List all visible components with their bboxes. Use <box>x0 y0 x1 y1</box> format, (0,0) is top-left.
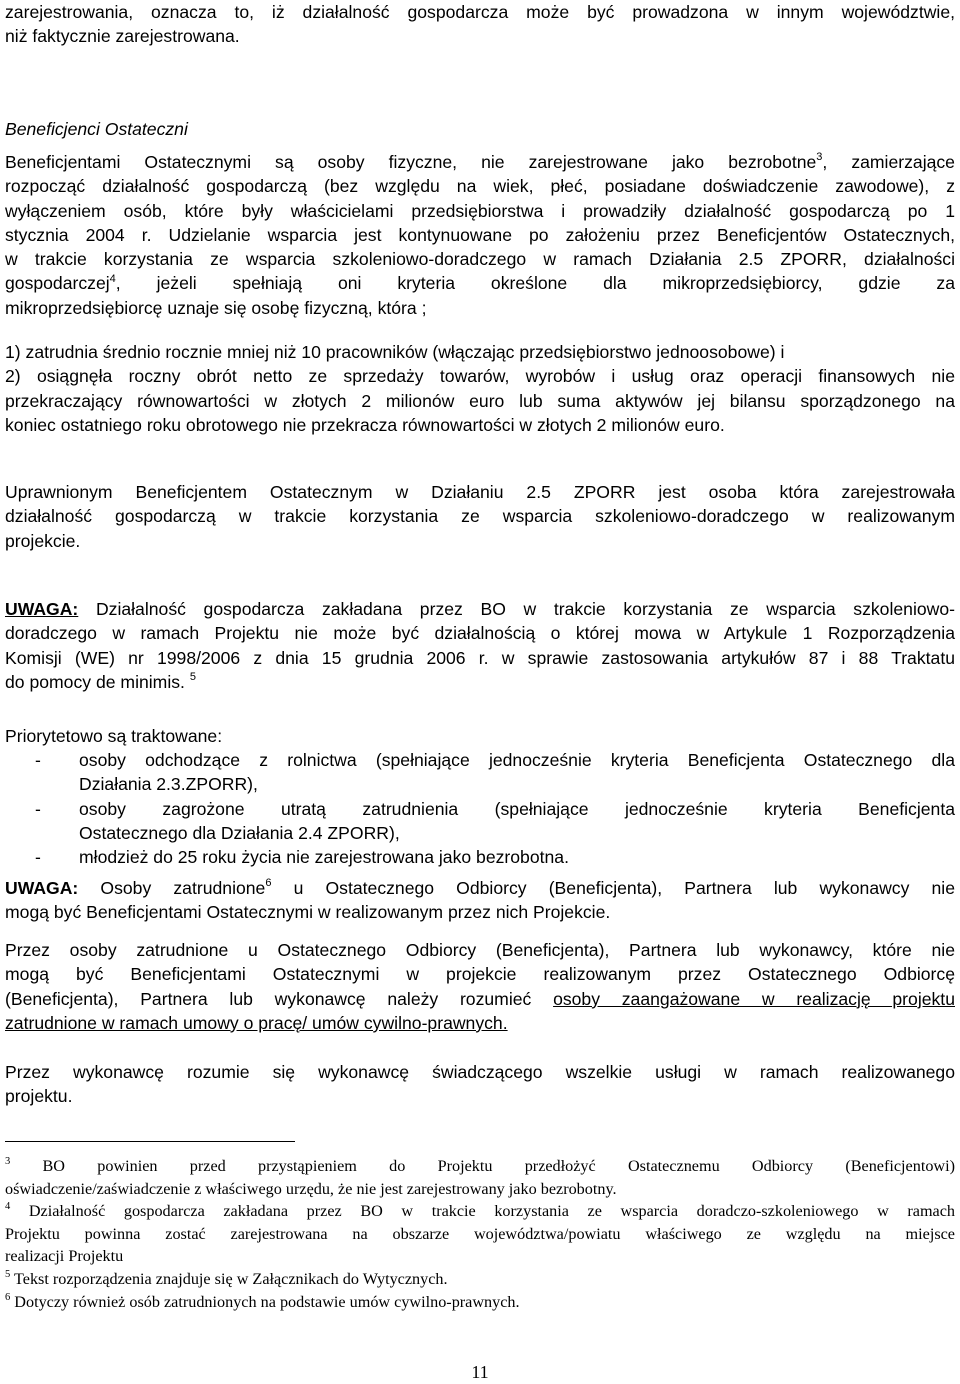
text-line: zarejestrowania, oznacza to, iż działalność gospodarcza może być prowadzona w innym województwie, <box>5 2 955 22</box>
list-item-text <box>79 797 955 846</box>
text-line: rozpocząć działalność gospodarczą (bez względu na wiek, płeć, posiadane doświadczenie zawodowe), z <box>5 176 955 197</box>
zatrudnione-paragraph <box>5 938 955 1035</box>
text-line <box>5 987 955 1011</box>
underlined-text: zatrudnione w ramach umowy o pracę/ umów cywilno-prawnych. <box>5 1012 508 1033</box>
uwaga-paragraph <box>5 876 955 925</box>
text-line <box>5 876 955 900</box>
footnote-number: 6 <box>5 1291 11 1303</box>
footnote-separator <box>5 1141 295 1142</box>
text-fragment: Osoby zatrudnione <box>78 878 266 898</box>
text-line <box>5 670 955 694</box>
section-heading: Beneficjenci Ostateczni <box>5 119 188 139</box>
text-fragment: do pomocy de minimis. <box>5 671 185 692</box>
text-line: koniec ostatniego roku obrotowego nie przekracza równowartości w złotych 2 milionów euro. <box>5 414 725 435</box>
text-fragment: Działalność gospodarcza zakładana przez BO w trakcie korzystania ze wsparcia szkoleniowo- <box>78 599 955 619</box>
list-item-text <box>79 845 955 869</box>
text-line: osoby odchodzące z rolnictwa (spełniające jednocześnie kryteria Beneficjenta Ostatecznego dla <box>79 750 955 770</box>
footnote-number: 4 <box>5 1200 11 1212</box>
text-line <box>5 597 955 621</box>
list-dash: - <box>35 799 41 819</box>
list-dash: - <box>35 847 41 867</box>
footnote-3 <box>5 1155 955 1200</box>
criterion-1: 1) zatrudnia średnio rocznie mniej niż 10 pracowników (włączając przedsiębiorstwo jednoosobowe) i <box>5 342 785 362</box>
text-line: przekraczający równowartości w złotych 2 milionów euro lub suma aktywów jej bilansu sporządzonego na <box>5 390 955 411</box>
text-line: doradczego w ramach Projektu nie może być działalnością o której mowa w Artykule 1 Rozporządzenia <box>5 623 955 644</box>
text-line: wyłączeniem osób, które były właścicielami przedsiębiorstwa i prowadziły działalność gospodarczą po 1 <box>5 200 955 221</box>
list-dash: - <box>35 750 41 770</box>
text-line: młodzież do 25 roku życia nie zarejestrowana jako bezrobotna. <box>79 847 569 867</box>
text-line <box>5 1268 955 1291</box>
text-fragment: gospodarczej <box>5 273 110 294</box>
text-line <box>5 1155 955 1178</box>
uwaga-paragraph <box>5 597 955 694</box>
wykonawca-paragraph <box>5 1060 955 1109</box>
text-fragment: , zamierzające <box>822 152 955 172</box>
text-fragment: (Beneficjenta), Partnera lub wykonawcę należy rozumieć <box>5 988 554 1009</box>
text-line <box>5 1011 955 1035</box>
text-line <box>5 1200 955 1223</box>
text-fragment: Beneficjentami Ostatecznymi są osoby fizyczne, nie zarejestrowane jako bezrobotne <box>5 152 817 172</box>
footnote-6 <box>5 1291 955 1314</box>
list-item <box>5 797 955 846</box>
text-line: realizacji Projektu <box>5 1247 124 1266</box>
footnote-4 <box>5 1200 955 1268</box>
text-line: mogą być Beneficjentami Ostatecznymi w projekcie realizowanym przez Ostatecznego Odbiorcę <box>5 964 955 985</box>
page-number: 11 <box>471 1362 489 1382</box>
text-line: Ostatecznego dla Działania 2.4 ZPORR), <box>79 823 400 844</box>
criterion-2: 2) osiągnęła roczny obrót netto ze sprzedaży towarów, wyrobów i usług oraz operacji finansowych nie <box>5 366 955 387</box>
text-line <box>5 271 955 295</box>
priority-heading: Priorytetowo są traktowane: <box>5 726 223 746</box>
list-item <box>5 748 955 797</box>
uprawniony-paragraph <box>5 480 955 553</box>
text-fragment: Tekst rozporządzenia znajduje się w Załącznikach do Wytycznych. <box>10 1270 448 1288</box>
text-fragment: , jeżeli spełniają oni kryteria określone dla mikroprzedsiębiorcy, gdzie za <box>115 273 955 294</box>
footnote-ref: 5 <box>189 671 196 684</box>
underlined-text: osoby zaangażowane w realizację projektu <box>553 988 955 1009</box>
text-fragment: u Ostatecznego Odbiorcy (Beneficjenta), Partnera lub wykonawcy nie <box>271 878 955 898</box>
text-line: oświadczenie/zaświadczenie z właściwego urzędu, że nie jest zarejestrowany jako bezrobotny. <box>5 1179 617 1198</box>
text-fragment: BO powinien przed przystąpieniem do Projektu przedłożyć Ostatecznemu Odbiorcy (Beneficjentowi) <box>10 1157 955 1175</box>
list-item <box>5 845 955 869</box>
text-line: niż faktycznie zarejestrowana. <box>5 26 240 47</box>
text-line: projektu. <box>5 1086 73 1107</box>
text-fragment: Dotyczy również osób zatrudnionych na podstawie umów cywilno-prawnych. <box>10 1293 520 1311</box>
text-line: Działania 2.3.ZPORR), <box>79 774 258 795</box>
text-line: Projektu powinna zostać zarejestrowana na obszarze województwa/powiatu właściwego ze względu na miejsce <box>5 1224 955 1243</box>
text-line: Komisji (WE) nr 1998/2006 z dnia 15 grudnia 2006 r. w sprawie zastosowania artykułów 87 i 88 Traktatu <box>5 647 955 668</box>
footnote-number: 5 <box>5 1268 11 1280</box>
text-line: projekcie. <box>5 530 81 551</box>
beneficjenci-paragraph <box>5 150 955 320</box>
text-line: stycznia 2004 r. Udzielanie wsparcia jest kontynuowane po założeniu przez Beneficjentów Ostatecznych, <box>5 224 955 245</box>
uwaga-label: UWAGA: <box>5 599 79 619</box>
text-line: działalność gospodarczą w trakcie korzystania ze wsparcia szkoleniowo-doradczego w realizowanym <box>5 506 955 527</box>
text-line: mogą być Beneficjentami Ostatecznymi w realizowanym przez nich Projekcie. <box>5 902 611 923</box>
footnote-ref: 6 <box>265 877 272 890</box>
text-line: mikroprzedsiębiorcę uznaje się osobę fizyczną, która ; <box>5 297 427 318</box>
text-line: Uprawnionym Beneficjentem Ostatecznym w Działaniu 2.5 ZPORR jest osoba która zarejestrowała <box>5 482 955 502</box>
text-line: Przez wykonawcę rozumie się wykonawcę świadczącego wszelkie usługi w ramach realizowanego <box>5 1062 955 1082</box>
text-line <box>5 150 955 174</box>
text-line <box>5 1291 955 1314</box>
text-fragment: Działalność gospodarcza zakładana przez BO w trakcie korzystania ze wsparcia doradczo-szkoleniowego w ramach <box>10 1202 955 1220</box>
text-line: Przez osoby zatrudnione u Ostatecznego Odbiorcy (Beneficjenta), Partnera lub wykonawcy, które nie <box>5 940 955 960</box>
text-line: w trakcie korzystania ze wsparcia szkoleniowo-doradczego w ramach Działania 2.5 ZPORR, działalności <box>5 249 955 270</box>
list-item-text <box>79 748 955 797</box>
footnote-ref: 4 <box>109 272 116 285</box>
criteria-list <box>5 340 955 437</box>
footnote-5 <box>5 1268 955 1291</box>
text-line: osoby zagrożone utratą zatrudnienia (spełniające jednocześnie kryteria Beneficjenta <box>79 799 955 819</box>
uwaga-label: UWAGA: <box>5 878 79 898</box>
footnote-ref: 3 <box>816 151 823 164</box>
continuation-paragraph <box>5 0 955 49</box>
footnote-number: 3 <box>5 1155 11 1167</box>
